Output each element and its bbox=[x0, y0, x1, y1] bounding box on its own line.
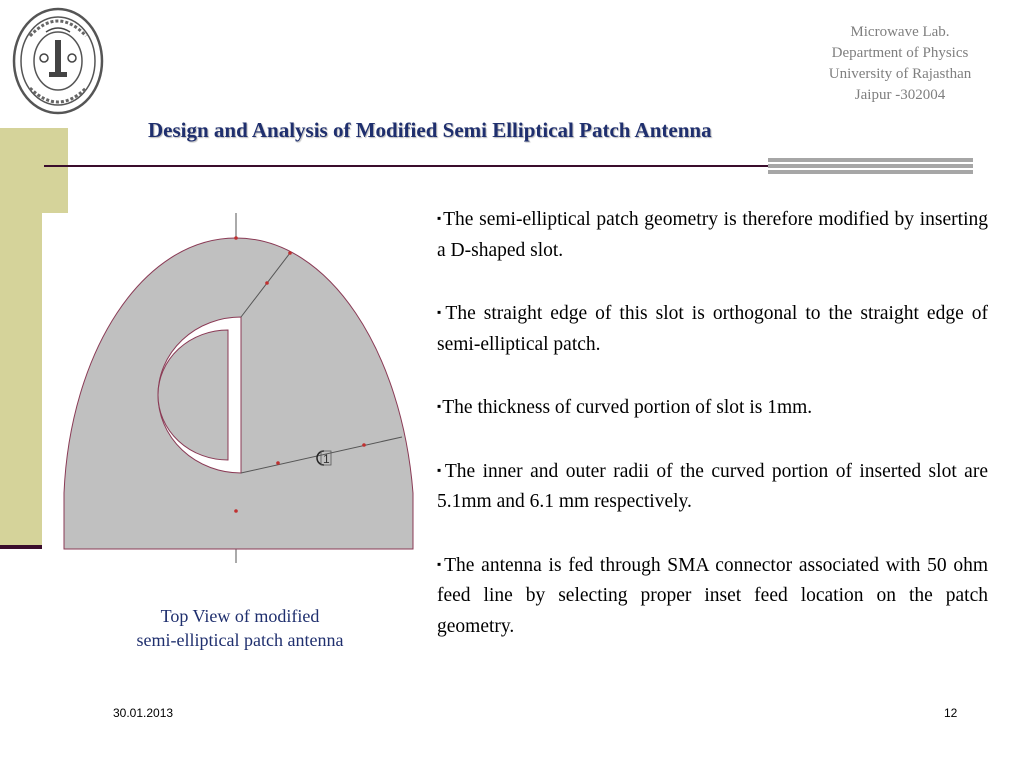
institution-block bbox=[790, 22, 1010, 106]
bullet-list bbox=[437, 203, 988, 673]
port-label: 1 bbox=[323, 452, 330, 466]
antenna-figure bbox=[42, 213, 426, 563]
bullet-icon: ▪ bbox=[437, 462, 444, 477]
bullet-item bbox=[437, 455, 988, 518]
figure-caption bbox=[90, 604, 390, 652]
bullet-icon: ▪ bbox=[437, 305, 445, 319]
bullet-icon: ▪ bbox=[437, 211, 443, 225]
title-accent-bars bbox=[768, 158, 973, 178]
bullet-text: The inner and outer radii of the curved portion of inserted slot are 5.1mm and 6.1 mm respectively. bbox=[437, 460, 988, 512]
bullet-text: The thickness of curved portion of slot is 1mm. bbox=[442, 397, 813, 418]
bullet-icon: ▪ bbox=[437, 556, 444, 571]
bullet-text: The semi-elliptical patch geometry is therefore modified by inserting a D-shaped slot. bbox=[437, 209, 988, 261]
institution-line: Jaipur -302004 bbox=[854, 87, 946, 103]
logo-box bbox=[0, 0, 128, 128]
title-divider bbox=[44, 165, 784, 167]
antenna-diagram bbox=[42, 213, 426, 563]
bullet-item bbox=[437, 203, 988, 266]
bullet-icon: ▪ bbox=[437, 399, 442, 413]
page-number: 12 bbox=[944, 706, 958, 720]
footer-date: 30.01.2013 bbox=[113, 706, 174, 720]
bullet-item bbox=[437, 297, 988, 360]
bullet-item bbox=[437, 391, 988, 424]
bullet-item bbox=[437, 549, 988, 643]
institution-line: Microwave Lab. bbox=[850, 24, 950, 40]
caption-line: semi-elliptical patch antenna bbox=[136, 630, 344, 650]
institution-line: Department of Physics bbox=[831, 45, 969, 61]
institution-line: University of Rajasthan bbox=[828, 66, 972, 82]
bullet-text: The straight edge of this slot is orthogonal to the straight edge of semi-elliptical patch. bbox=[437, 303, 989, 355]
slide-title: Design and Analysis of Modified Semi Elliptical Patch Antenna bbox=[148, 118, 712, 142]
caption-line: Top View of modified bbox=[160, 606, 320, 626]
bullet-text: The antenna is fed through SMA connector associated with 50 ohm feed line by selecting proper inset feed location on the patch geometry. bbox=[437, 554, 988, 637]
university-seal-icon bbox=[10, 6, 106, 116]
